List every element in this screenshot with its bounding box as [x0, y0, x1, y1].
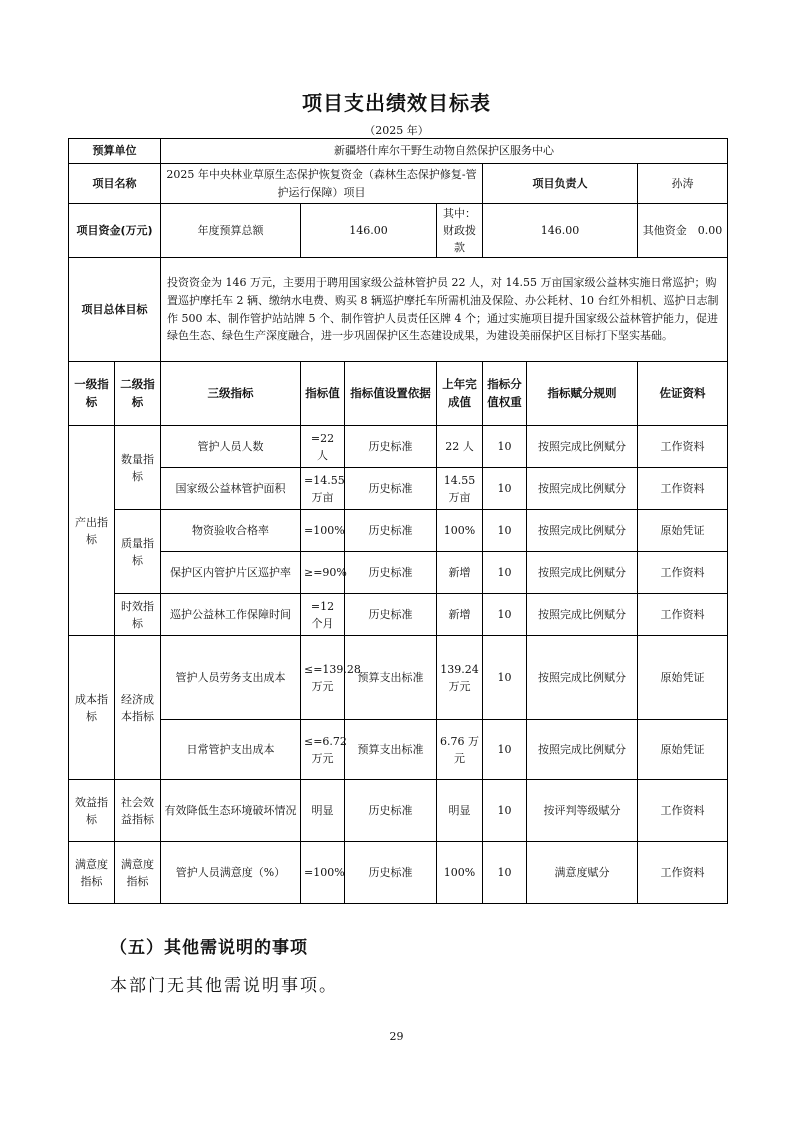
indicator-last-year: 新增	[437, 552, 483, 594]
page-title: 项目支出绩效目标表	[302, 91, 491, 115]
table-row	[69, 468, 728, 510]
group-satisfaction-sub: 满意度指标	[115, 842, 161, 904]
indicator-value: ≤=6.72 万元	[301, 720, 345, 780]
header-weight: 指标分值权重	[483, 362, 527, 426]
indicator-basis: 预算支出标准	[345, 636, 437, 720]
indicator-evidence: 工作资料	[638, 842, 728, 904]
indicator-evidence: 原始凭证	[638, 510, 728, 552]
indicator-rule: 按照完成比例赋分	[527, 594, 638, 636]
indicator-name: 有效降低生态环境破坏情况	[161, 780, 301, 842]
indicator-basis: 历史标准	[345, 426, 437, 468]
indicator-value: 明显	[301, 780, 345, 842]
indicator-weight: 10	[483, 552, 527, 594]
indicator-weight: 10	[483, 510, 527, 552]
indicator-rule: 按照完成比例赋分	[527, 636, 638, 720]
indicator-last-year: 100%	[437, 510, 483, 552]
indicator-name: 保护区内管护片区巡护率	[161, 552, 301, 594]
indicator-basis: 历史标准	[345, 842, 437, 904]
header-level3: 三级指标	[161, 362, 301, 426]
group-benefit: 效益指标	[69, 780, 115, 842]
indicator-last-year: 6.76 万元	[437, 720, 483, 780]
indicator-value: =12 个月	[301, 594, 345, 636]
indicator-rule: 按评判等级赋分	[527, 780, 638, 842]
project-fund-label: 项目资金(万元)	[69, 204, 161, 258]
header-value: 指标值	[301, 362, 345, 426]
indicator-value: ≥=90%	[301, 552, 345, 594]
indicator-value: =100%	[301, 510, 345, 552]
indicator-basis: 历史标准	[345, 594, 437, 636]
performance-target-table	[68, 138, 728, 904]
indicator-name: 管护人员满意度（%）	[161, 842, 301, 904]
indicator-rule: 按照完成比例赋分	[527, 468, 638, 510]
indicator-rule: 满意度赋分	[527, 842, 638, 904]
indicator-evidence: 工作资料	[638, 426, 728, 468]
header-last-year: 上年完成值	[437, 362, 483, 426]
indicator-header-row	[69, 362, 728, 426]
budget-unit-label: 预算单位	[69, 139, 161, 164]
indicator-evidence: 工作资料	[638, 552, 728, 594]
project-name-label: 项目名称	[69, 164, 161, 204]
indicator-basis: 历史标准	[345, 552, 437, 594]
table-row	[69, 720, 728, 780]
group-satisfaction: 满意度指标	[69, 842, 115, 904]
indicator-evidence: 原始凭证	[638, 720, 728, 780]
indicator-last-year: 139.24 万元	[437, 636, 483, 720]
indicator-evidence: 工作资料	[638, 780, 728, 842]
indicator-name: 日常管护支出成本	[161, 720, 301, 780]
group-output: 产出指标	[69, 426, 115, 636]
project-fund-row	[69, 204, 728, 258]
annual-budget-value: 146.00	[301, 204, 437, 258]
indicator-weight: 10	[483, 842, 527, 904]
group-quality: 质量指标	[115, 510, 161, 594]
indicator-name: 物资验收合格率	[161, 510, 301, 552]
header-evidence: 佐证资料	[638, 362, 728, 426]
group-quantity: 数量指标	[115, 426, 161, 510]
indicator-last-year: 22 人	[437, 426, 483, 468]
indicator-name: 管护人员人数	[161, 426, 301, 468]
table-row	[69, 842, 728, 904]
indicator-basis: 历史标准	[345, 510, 437, 552]
header-level2: 二级指标	[115, 362, 161, 426]
overall-goal-text: 投资资金为 146 万元，主要用于聘用国家级公益林管护员 22 人，对 14.55 万亩国家级公益林实施日常巡护；购置巡护摩托车 2 辆、缴纳水电费、购买 8 辆巡护摩托车所需机油及保险、办公耗材、10 台红外相机、巡护日志制作 500 本、制作管护站站牌 5 个、制作管护人员责任区牌 4 个；通过实施项目提升国家级公益林管护能力，促进绿色生态、绿色生产深度融合，进一步巩固保护区生态建设成果，为建设美丽保护区目标打下坚实基础。	[161, 258, 728, 362]
group-cost: 成本指标	[69, 636, 115, 780]
project-manager-label: 项目负责人	[483, 164, 638, 204]
indicator-weight: 10	[483, 780, 527, 842]
indicator-value: =100%	[301, 842, 345, 904]
overall-goal-row	[69, 258, 728, 362]
fiscal-allocation-label: 其中：财政拨款	[437, 204, 483, 258]
table-row	[69, 552, 728, 594]
indicator-last-year: 14.55 万亩	[437, 468, 483, 510]
table-year: （2025 年）	[364, 124, 429, 137]
indicator-evidence: 工作资料	[638, 594, 728, 636]
project-name-value: 2025 年中央林业草原生态保护恢复资金（森林生态保护修复-管护运行保障）项目	[161, 164, 483, 204]
indicator-evidence: 工作资料	[638, 468, 728, 510]
other-funds-label-inline: 其他资金	[642, 224, 687, 238]
table-row	[69, 426, 728, 468]
group-timeliness: 时效指标	[115, 594, 161, 636]
indicator-value: ≤=139.28 万元	[301, 636, 345, 720]
project-name-row	[69, 164, 728, 204]
indicator-name: 国家级公益林管护面积	[161, 468, 301, 510]
indicator-value: =22 人	[301, 426, 345, 468]
budget-unit-row	[69, 139, 728, 164]
indicator-basis: 历史标准	[345, 780, 437, 842]
table-row	[69, 780, 728, 842]
indicator-weight: 10	[483, 636, 527, 720]
section-body: 本部门无其他需说明事项。	[110, 976, 338, 996]
indicator-weight: 10	[483, 720, 527, 780]
indicator-rule: 按照完成比例赋分	[527, 552, 638, 594]
budget-unit-value: 新疆塔什库尔干野生动物自然保护区服务中心	[161, 139, 728, 164]
header-basis: 指标值设置依据	[345, 362, 437, 426]
annual-budget-label: 年度预算总额	[161, 204, 301, 258]
indicator-evidence: 原始凭证	[638, 636, 728, 720]
project-manager-value: 孙涛	[638, 164, 728, 204]
table-row	[69, 594, 728, 636]
header-level1: 一级指标	[69, 362, 115, 426]
other-funds-cell	[638, 204, 728, 258]
indicator-weight: 10	[483, 594, 527, 636]
section-heading: （五）其他需说明的事项	[110, 938, 308, 958]
other-funds-value: 0.00	[697, 224, 723, 238]
indicator-last-year: 100%	[437, 842, 483, 904]
indicator-weight: 10	[483, 426, 527, 468]
group-economic-cost: 经济成本指标	[115, 636, 161, 780]
fiscal-allocation-value: 146.00	[483, 204, 638, 258]
table-row	[69, 636, 728, 720]
page-number: 29	[389, 1030, 404, 1043]
indicator-basis: 历史标准	[345, 468, 437, 510]
header-rule: 指标赋分规则	[527, 362, 638, 426]
indicator-name: 巡护公益林工作保障时间	[161, 594, 301, 636]
table-row	[69, 510, 728, 552]
indicator-weight: 10	[483, 468, 527, 510]
indicator-name: 管护人员劳务支出成本	[161, 636, 301, 720]
group-social-benefit: 社会效益指标	[115, 780, 161, 842]
overall-goal-label: 项目总体目标	[69, 258, 161, 362]
indicator-value: =14.55 万亩	[301, 468, 345, 510]
indicator-rule: 按照完成比例赋分	[527, 426, 638, 468]
indicator-last-year: 新增	[437, 594, 483, 636]
indicator-rule: 按照完成比例赋分	[527, 510, 638, 552]
indicator-basis: 预算支出标准	[345, 720, 437, 780]
indicator-last-year: 明显	[437, 780, 483, 842]
indicator-rule: 按照完成比例赋分	[527, 720, 638, 780]
